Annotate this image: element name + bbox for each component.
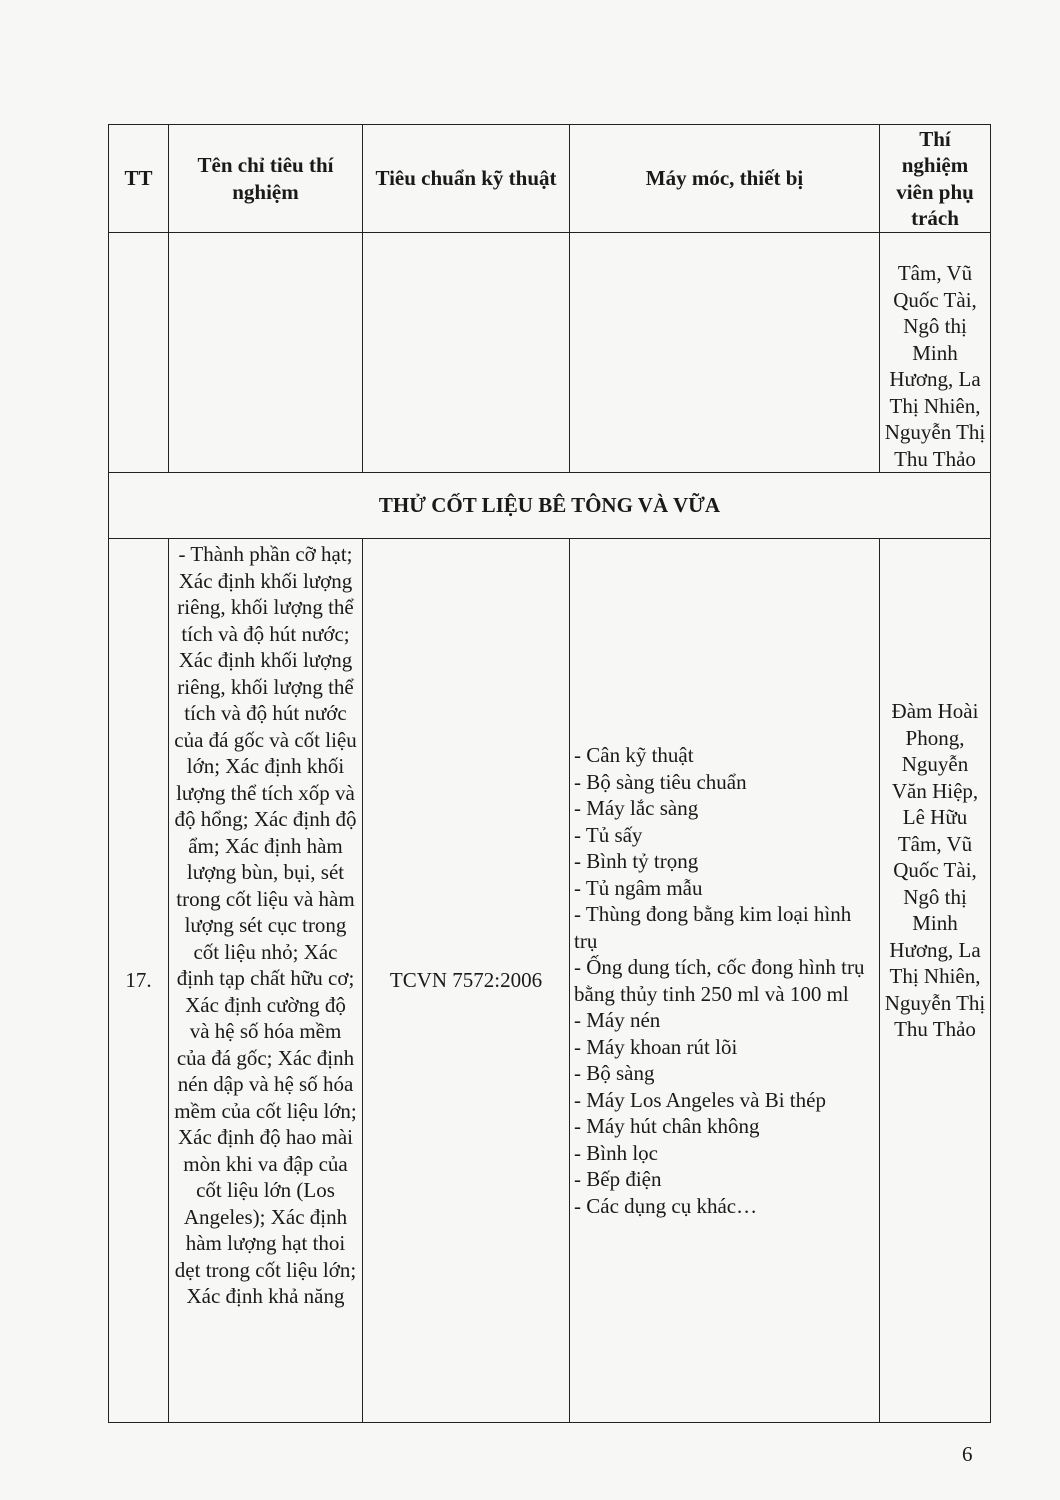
- equipment-item: - Máy Los Angeles và Bi thép: [574, 1087, 826, 1112]
- equipment-item: - Bộ sàng: [574, 1061, 655, 1085]
- continued-staff-cell: Tâm, Vũ Quốc Tài, Ngô thị Minh Hương, La Thị Nhiên, Nguyễn Thị Thu Thảo: [880, 233, 991, 473]
- equipment-item: - Bình lọc: [574, 1140, 658, 1165]
- table-row-17: [109, 539, 991, 1423]
- equipment-item: - Tủ ngâm mẫu: [574, 875, 703, 900]
- equipment-item: - Ống dung tích, cốc đong hình trụ bằng thủy tinh 250 ml và 100 ml: [574, 955, 865, 1006]
- equipment-item: - Máy hút chân không: [574, 1114, 760, 1138]
- row-17-tt: 17.: [109, 539, 169, 1423]
- equipment-item: - Máy lắc sàng: [574, 796, 699, 820]
- header-staff: Thí nghiệm viên phụ trách: [880, 125, 991, 233]
- equipment-item: - Máy khoan rút lõi: [574, 1034, 738, 1059]
- continued-equipment-cell: [570, 233, 880, 473]
- section-row: [109, 473, 991, 539]
- continued-tt-cell: [109, 233, 169, 473]
- continued-test-cell: [169, 233, 363, 473]
- equipment-item: - Bếp điện: [574, 1167, 662, 1191]
- row-17-staff: Đàm Hoài Phong, Nguyễn Văn Hiệp, Lê Hữu Tâm, Vũ Quốc Tài, Ngô thị Minh Hương, La Thị Nhiên, Nguyễn Thị Thu Thảo: [880, 539, 991, 1423]
- equipment-item: - Bộ sàng tiêu chuẩn: [574, 769, 747, 794]
- header-tt: TT: [109, 125, 169, 233]
- equipment-item: - Tủ sấy: [574, 822, 643, 847]
- continued-row: [109, 233, 991, 473]
- page-number: 6: [962, 1442, 973, 1466]
- document-table: [108, 124, 991, 1423]
- table-header-row: [109, 125, 991, 233]
- equipment-item: - Thùng đong bằng kim loại hình trụ: [574, 902, 852, 953]
- section-title: THỬ CỐT LIỆU BÊ TÔNG VÀ VỮA: [109, 473, 991, 539]
- equipment-item: - Bình tỷ trọng: [574, 849, 699, 873]
- header-standard: Tiêu chuẩn kỹ thuật: [363, 125, 570, 233]
- row-17-test-name: - Thành phần cỡ hạt; Xác định khối lượng riêng, khối lượng thể tích và độ hút nước; Xác định khối lượng riêng, khối lượng thể tích và độ hút nước của đá gốc và cốt liệu lớn; Xác định khối lượng thể tích xốp và độ hổng; Xác định độ ẩm; Xác định hàm lượng bùn, bụi, sét trong cốt liệu và hàm lượng sét cục trong cốt liệu nhỏ; Xác định tạp chất hữu cơ; Xác định cường độ và hệ số hóa mềm của đá gốc; Xác định nén dập và hệ số hóa mềm của cốt liệu lớn; Xác định độ hao mài mòn khi va đập của cốt liệu lớn (Los Angeles); Xác định hàm lượng hạt thoi dẹt trong cốt liệu lớn; Xác định khả năng: [169, 539, 363, 1423]
- equipment-item: - Máy nén: [574, 1008, 661, 1032]
- continued-standard-cell: [363, 233, 570, 473]
- row-17-equipment: [570, 539, 880, 1423]
- equipment-item: - Các dụng cụ khác…: [574, 1193, 758, 1218]
- row-17-standard: TCVN 7572:2006: [363, 539, 570, 1423]
- equipment-item: - Cân kỹ thuật: [574, 743, 694, 767]
- header-test-name: Tên chỉ tiêu thí nghiệm: [169, 125, 363, 233]
- header-equipment: Máy móc, thiết bị: [570, 125, 880, 233]
